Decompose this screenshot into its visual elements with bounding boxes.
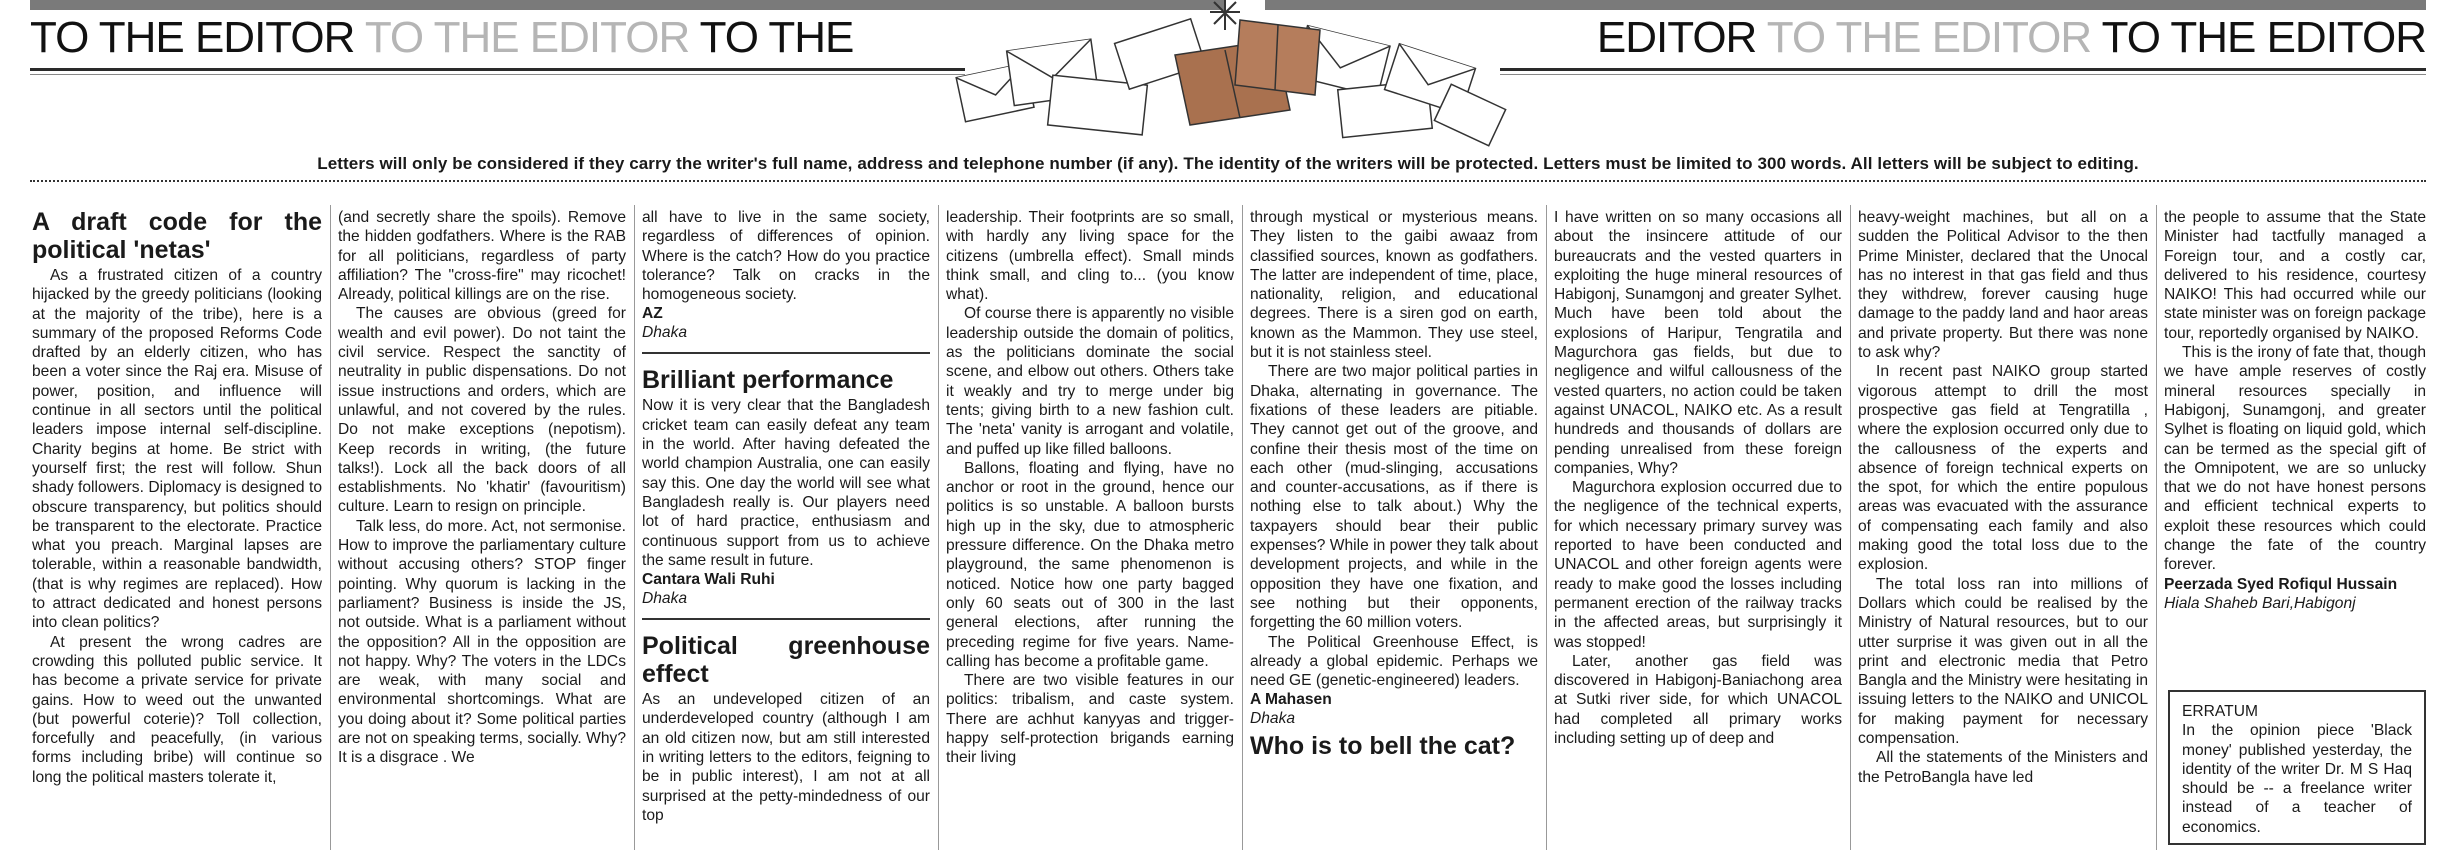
column-rule <box>1242 205 1243 850</box>
envelope-pile-illustration <box>940 0 1510 150</box>
column-5 <box>1250 208 1538 848</box>
letter-paragraph: The causes are obvious (greed for wealth and evil power). Do not taint the civil service. Respect the sanctity of neutrality in public dispensations. Do not issue instructions and orders, which are unlawful, and not covered by the rules. Do not make exceptions (nepotism). Keep records in writing, (the future talks!). Lock all the back doors of all establishments. No 'khatir' (favouritism) culture. Learn to resign on principle. <box>338 305 626 516</box>
banner-right-b: TO THE EDITOR <box>1766 13 2092 62</box>
letter-headline: Who is to bell the cat? <box>1250 732 1516 761</box>
erratum-box <box>2168 690 2426 845</box>
banner-left-b: TO THE EDITOR <box>364 13 690 62</box>
letter-paragraph: Later, another gas field was discovered in Habigonj-Baniachong area at Sutki river side, for which UNACOL had completed all primary works including setting up of deep and <box>1554 652 1842 748</box>
banner-right-a: EDITOR <box>1596 13 1757 62</box>
letter-paragraph: As a frustrated citizen of a country hijacked by the greedy politicians (looking at the majority of the tribe), here is a summary of the proposed Reforms Code drafted by an elderly citizen, who has been a voter since the Raj era. Misuse of power, position, and influence will continue in all sectors until the political leaders impose internal self-discipline. Charity begins at home. Be strict with yourself first; the rest will follow. Shun shady followers. Diplomacy is designed to obscure transparency, but politics should be transparent to the electorate. Practice what you preach. Marginal lapses are tolerable, within a reasonable bandwidth, (that is why regimes are replaced). How to attract dedicated and honest persons into clean politics? <box>32 267 322 632</box>
letter-headline: A draft code for the political 'netas' <box>32 208 322 264</box>
letter-paragraph: Of course there is apparently no visible leadership outside the domain of politics, as the politicians dominate the social scene, and elbow out others. Others take it weakly and try to merge under big tents; giving birth to a new fashion cult. The 'neta' vanity is arrogant and volatile, and puffed up like filled balloons. <box>946 305 1234 458</box>
letter-signature: A Mahasen <box>1250 691 1332 709</box>
letter-location: Dhaka <box>642 590 688 608</box>
letter-signature: AZ <box>642 305 663 323</box>
letter-location: Dhaka <box>1250 710 1296 728</box>
column-rule <box>1546 205 1547 850</box>
banner-rule-right-thin <box>1500 74 2426 75</box>
letter-headline: Brilliant performance <box>642 366 894 395</box>
letter-separator <box>642 352 930 354</box>
column-8 <box>2164 208 2426 678</box>
column-3 <box>642 208 930 848</box>
erratum-body: In the opinion piece 'Black money' published yesterday, the identity of the writer Dr. M S Haq should be -- a freelance writer instead of a teacher of economics. <box>2182 722 2412 836</box>
letter-paragraph: All the statements of the Ministers and the PetroBangla have led <box>1858 749 2148 786</box>
erratum-heading: ERRATUM <box>2182 703 2258 720</box>
letter-paragraph: I have written on so many occasions all about the insincere attitude of our bureaucrats and the vested quarters in exploiting the huge mineral resources of Habigonj, Sunamgonj and greater Sylhet. Much have been told about the explosions of Haripur, Tengratila and Magurchora gas fields, but due to negligence and wilful callousness of the vested quarters, no action could be taken against UNACOL, NAIKO etc. As a result hundreds and thousands of dollars are pending unrealised from these foreign companies, Why? <box>1554 209 1842 477</box>
banner-rule-left-thin <box>30 74 965 75</box>
letter-paragraph: In recent past NAIKO group started vigorous attempt to drill the most prospective gas field at Tengratilla , where the explosion occurred only due to the callousness of the experts and absence of foreign technical experts on the spot, for which the entire populous areas was evacuated with the assurance of compensating each family and also making good the total loss due to the explosion. <box>1858 363 2148 574</box>
letter-signature: Cantara Wali Ruhi <box>642 571 775 589</box>
column-6 <box>1554 208 1842 848</box>
letter-location: Hiala Shaheb Bari,Habigonj <box>2164 594 2356 612</box>
letter-paragraph: This is the irony of fate that, though we have ample reserves of costly mineral resources specially in Habigonj, Sunamgonj, and greater Sylhet is floating on liquid gold, which can be termed as the special gift of the Omnipotent, we are so unlucky that we do not have honest persons and efficient technical experts to exploit these resources which could change the fate of the country forever. <box>2164 344 2426 574</box>
letter-paragraph: There are two major political parties in Dhaka, alternating in governance. The fixations of these leaders are pitiable. They cannot get out of the groove, and confine their thesis most of the time on each other (mud-slinging, accusations and counter-accusations, as if there is nothing else to talk about.) Why the taxpayers should bear their public expenses? While in power they talk about development projects, and while in the opposition they have one fixation, and see nothing but their opponents, forgetting the 60 million voters. <box>1250 363 1538 632</box>
letter-paragraph: Ballons, floating and flying, have no anchor or root in the ground, hence our politics is so unstable. A balloon bursts high up in the sky, due to atmospheric pressure difference. On the Dhaka metro playground, the same phenomenon is noticed. Notice how one party bagged only 60 seats out of 300 in the last general elections, after running the preceding regime for five years. Name-calling has become a profitable game. <box>946 459 1234 670</box>
banner-rule-right <box>1500 68 2426 71</box>
column-7 <box>1858 208 2148 848</box>
letter-paragraph: all have to live in the same society, regardless of differences of opinion. Where is the catch? How do you practice tolerance? Talk on cracks in the homogeneous society. <box>642 209 930 304</box>
column-rule <box>938 205 939 850</box>
letter-paragraph: Now it is very clear that the Bangladesh cricket team can easily defeat any team in the world. After having defeated the world champion Australia, one can easily say this. One day the world will see what Bangladesh really is. Our players need lot of hard practice, enthusiasm and continuous support from us to achieve the same result in future. <box>642 397 930 569</box>
letter-paragraph: through mystical or mysterious means. They listen to the gaibi awaaz from classified sources, known as godfathers. The latter are independent of time, place, nationality, religion, and educational degrees. There is a siren god on earth, known as the Mammon. They use steel, but it is not stainless steel. <box>1250 209 1538 362</box>
banner-right <box>1597 14 2426 62</box>
letter-paragraph: heavy-weight machines, but all on a sudden the Political Advisor to the then Prime Minister, declared that the Unocal has no interest in that gas field and thus they withdrew, forever causing huge damage to the paddy land and haor areas and private property. But there was none to ask why? <box>1858 209 2148 362</box>
column-rule <box>1850 205 1851 850</box>
letter-headline: Political greenhouse effect <box>642 632 930 689</box>
column-rule <box>2156 205 2157 850</box>
letter-paragraph: Magurchora explosion occurred due to the negligence of the technical experts, for which necessary primary survey was reported to have been conducted and UNACOL and other foreign agents were ready to make good the losses including permanent erection of the railway tracks in the affected areas, but surprisingly it was stopped! <box>1554 479 1842 651</box>
column-2 <box>338 208 626 848</box>
column-1 <box>32 208 322 848</box>
letter-separator <box>642 618 930 620</box>
letter-paragraph: leadership. Their footprints are so small, with hardly any living space for the citizens (umbrella effect). Small minds think small, and cling to... (you know what). <box>946 209 1234 304</box>
letter-paragraph: As an undeveloped citizen of an underdeveloped country (although I am an old citizen now, but am still interested in writing letters to the editors, feigning to be in public interest), I am not at all surprised at the petty-mindedness of our top <box>642 691 930 824</box>
banner-rule-left <box>30 68 965 71</box>
column-rule <box>330 205 331 850</box>
submission-guidelines-notice: Letters will only be considered if they carry the writer's full name, address and telephone number (if any). The identity of the writers will be protected. Letters must be limited to 300 words. All letters will be subject to editing. <box>317 154 2139 173</box>
letter-signature: Peerzada Syed Rofiqul Hussain <box>2164 575 2398 593</box>
burst-icon <box>1210 0 1240 30</box>
banner-left-c: TO THE <box>699 13 854 62</box>
banner-left-a: TO THE EDITOR <box>30 13 355 62</box>
column-rule <box>634 205 635 850</box>
letter-paragraph: Talk less, do more. Act, not sermonise. How to improve the parliamentary culture without accusing others? STOP finger pointing. Why quorum is lacking in the parliament? Business is inside the JS, not outside. What is a parliament without the opposition? All in the opposition are not happy. Why? The voters in the LDCs are weak, with many social and environmental shortcomings. What are you doing about it? Some political parties are not on speaking terms, socially. Why? It is a disgrace . We <box>338 517 626 767</box>
letter-paragraph: The Political Greenhouse Effect, is already a global epidemic. Perhaps we need GE (genetic-engineered) leaders. <box>1250 633 1538 690</box>
letter-paragraph: There are two visible features in our politics: tribalism, and caste system. There are achhut kanyyas and trigger-happy self-protection brigands earning their living <box>946 672 1234 767</box>
banner-left <box>30 14 853 62</box>
letter-paragraph: At present the wrong cadres are crowding this polluted public service. It has become a private service for private gains. How to weed out the unwanted (but powerful coterie)? Toll collection, forcefully and peacefully, (in various forms including bribe) will continue so long the political masters tolerate it, <box>32 633 322 786</box>
letter-location: Dhaka <box>642 324 688 342</box>
letter-paragraph: (and secretly share the spoils). Remove the hidden godfathers. Where is the RAB for all politicians, regardless of party affiliation? The "cross-fire" may ricochet! Already, political killings are on the rise. <box>338 209 626 304</box>
banner-right-c: TO THE EDITOR <box>2101 13 2426 62</box>
letter-paragraph: The total loss ran into millions of Dollars which could be realised by the Ministry of Natural resources, but to our utter surprise it was given out in all the print and electronic media that Petro Bangla and the Ministry were hesitating in issuing letters to the NAIKO and UNICOL for making payment for necessary compensation. <box>1858 575 2148 748</box>
dotted-divider <box>30 180 2426 182</box>
column-4 <box>946 208 1234 848</box>
letter-paragraph: the people to assume that the State Minister had tactfully managed a Foreign tour, and a costly car, delivered to his residence, courtesy NAIKO! This had occurred while our state minister was on foreign package tour, reportedly organised by NAIKO. <box>2164 209 2426 342</box>
